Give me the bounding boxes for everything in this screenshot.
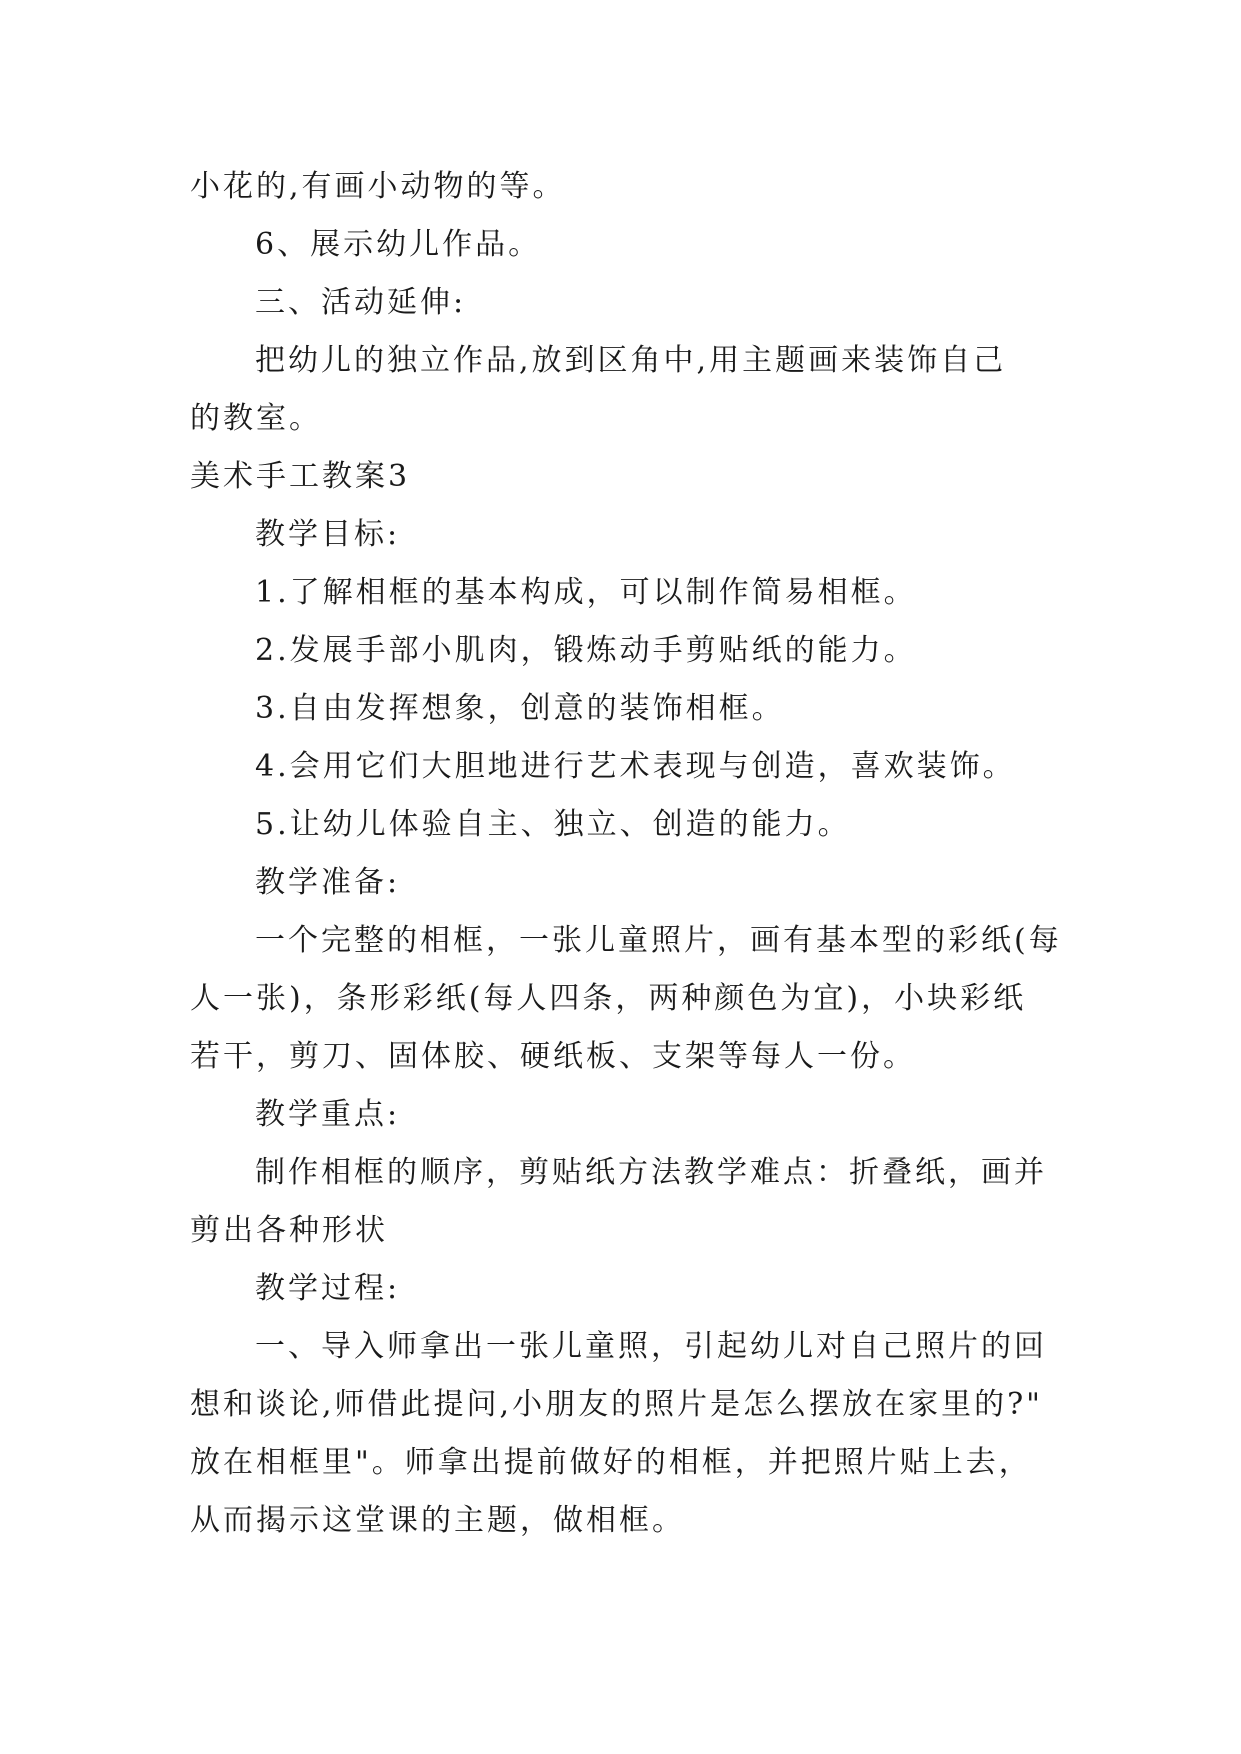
list-item: 3.自由发挥想象，创意的装饰相框。 (255, 691, 785, 726)
text-line: 剪出各种形状 (190, 1213, 388, 1248)
text-line: 制作相框的顺序，剪贴纸方法教学难点：折叠纸，画并 (255, 1155, 1047, 1190)
list-item: 1.了解相框的基本构成，可以制作简易相框。 (255, 575, 917, 610)
text-line: 从而揭示这堂课的主题，做相框。 (190, 1503, 685, 1538)
text-line: 想和谈论,师借此提问,小朋友的照片是怎么摆放在家里的?" (190, 1387, 1043, 1422)
lesson-title: 美术手工教案3 (190, 459, 411, 494)
section-heading: 教学目标: (255, 517, 401, 552)
list-item: 5.让幼儿体验自主、独立、创造的能力。 (255, 807, 851, 842)
text-line: 若干，剪刀、固体胶、硬纸板、支架等每人一份。 (190, 1039, 916, 1074)
section-heading: 教学重点: (255, 1097, 401, 1132)
text-line: 6、展示幼儿作品。 (255, 227, 542, 262)
text-line: 人一张)，条形彩纸(每人四条，两种颜色为宜)，小块彩纸 (190, 981, 1027, 1016)
text-line: 的教室。 (190, 401, 322, 436)
section-heading: 教学准备: (255, 865, 401, 900)
text-line: 小花的,有画小动物的等。 (190, 169, 566, 204)
list-item: 4.会用它们大胆地进行艺术表现与创造，喜欢装饰。 (255, 749, 1016, 784)
text-line: 把幼儿的独立作品,放到区角中,用主题画来装饰自己 (255, 343, 1007, 378)
section-heading: 教学过程: (255, 1271, 401, 1306)
text-line: 一个完整的相框，一张儿童照片，画有基本型的彩纸(每 (255, 923, 1062, 958)
text-line: 放在相框里"。师拿出提前做好的相框，并把照片贴上去， (190, 1445, 1032, 1480)
list-item: 2.发展手部小肌肉，锻炼动手剪贴纸的能力。 (255, 633, 917, 668)
document-body (190, 158, 1062, 1550)
text-line: 一、导入师拿出一张儿童照，引起幼儿对自己照片的回 (255, 1329, 1047, 1364)
section-heading: 三、活动延伸: (255, 285, 467, 320)
